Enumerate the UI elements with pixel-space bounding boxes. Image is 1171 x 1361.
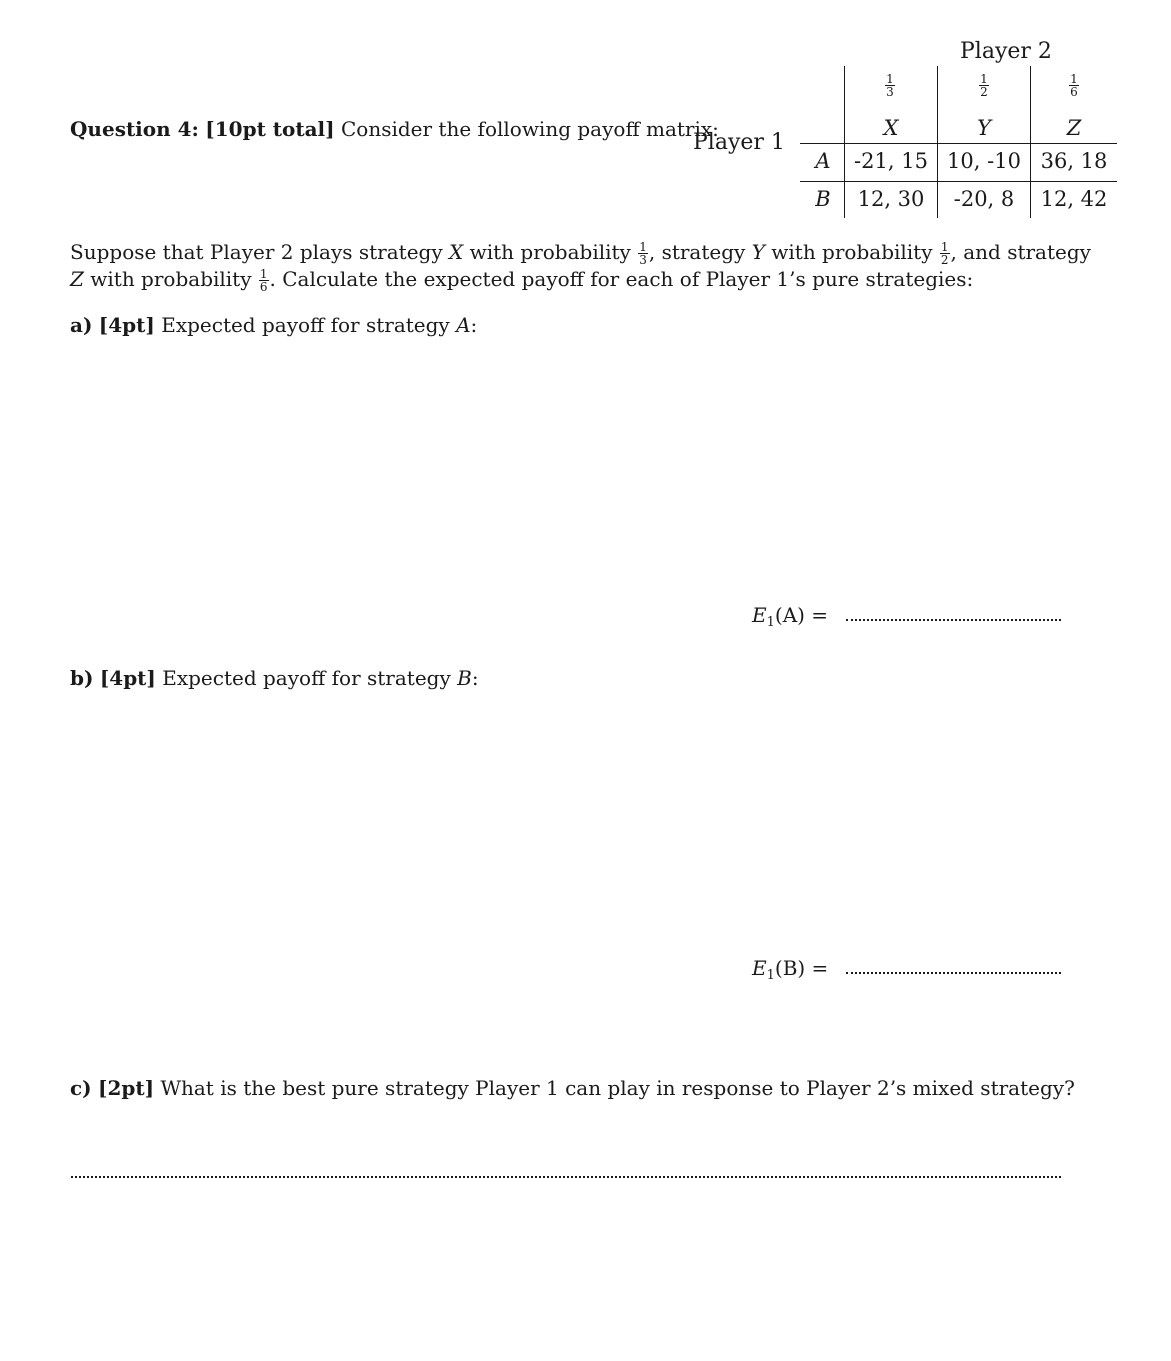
fraction-z: $\frac{1}{6}$ bbox=[259, 267, 268, 294]
grid-line bbox=[844, 66, 845, 218]
row-label-a: A bbox=[815, 149, 831, 173]
answer-label-b: $E_1(B)$ = bbox=[752, 956, 829, 983]
cell-a-z: 36, 18 bbox=[1040, 149, 1108, 173]
grid-line bbox=[800, 181, 1117, 182]
column-header-y: Y bbox=[977, 116, 991, 140]
question-label: Question 4: bbox=[70, 117, 199, 141]
cell-b-y: -20, 8 bbox=[953, 187, 1015, 211]
fraction-y: $\frac{1}{2}$ bbox=[940, 240, 949, 267]
player2-label: Player 2 bbox=[960, 39, 1052, 64]
grid-line bbox=[800, 143, 1117, 144]
question-header bbox=[70, 119, 719, 139]
probability-y: $\frac{1}{2}$ bbox=[980, 72, 988, 99]
answer-label-a: $E_1(A)$ = bbox=[752, 603, 829, 630]
player1-label: Player 1 bbox=[693, 130, 785, 155]
part-a-heading: a) [4pt] Expected payoff for strategy A: bbox=[70, 313, 478, 337]
question-points: [10pt total] bbox=[205, 117, 335, 141]
cell-b-x: 12, 30 bbox=[857, 187, 925, 211]
prompt-line-1: Suppose that Player 2 plays strategy X with probability $\frac{1}{3}$ , strategy Y with probability $\frac{1}{2}$ , and strategy bbox=[70, 240, 1091, 267]
part-c-heading: c) [2pt] What is the best pure strategy Player 1 can play in response to Player 2’s mixed strategy? bbox=[70, 1076, 1075, 1100]
column-header-x: X bbox=[883, 116, 899, 140]
probability-x: $\frac{1}{3}$ bbox=[886, 72, 894, 99]
cell-a-y: 10, -10 bbox=[947, 149, 1021, 173]
cell-b-z: 12, 42 bbox=[1040, 187, 1108, 211]
column-header-z: Z bbox=[1066, 116, 1082, 140]
grid-line bbox=[1030, 66, 1031, 218]
answer-field-b[interactable] bbox=[846, 972, 1061, 974]
fraction-x: $\frac{1}{3}$ bbox=[639, 240, 647, 267]
grid-line bbox=[937, 66, 938, 218]
answer-field-c[interactable] bbox=[71, 1176, 1061, 1178]
prompt-line-2: Z with probability $\frac{1}{6}$ . Calculate the expected payoff for each of Player 1’s pure strategies: bbox=[70, 267, 974, 294]
question-intro: Consider the following payoff matrix: bbox=[340, 117, 719, 141]
cell-a-x: -21, 15 bbox=[854, 149, 928, 173]
probability-z: $\frac{1}{6}$ bbox=[1070, 72, 1078, 99]
answer-field-a[interactable] bbox=[846, 619, 1061, 621]
row-label-b: B bbox=[815, 187, 831, 211]
part-b-heading: b) [4pt] Expected payoff for strategy B: bbox=[70, 666, 479, 690]
